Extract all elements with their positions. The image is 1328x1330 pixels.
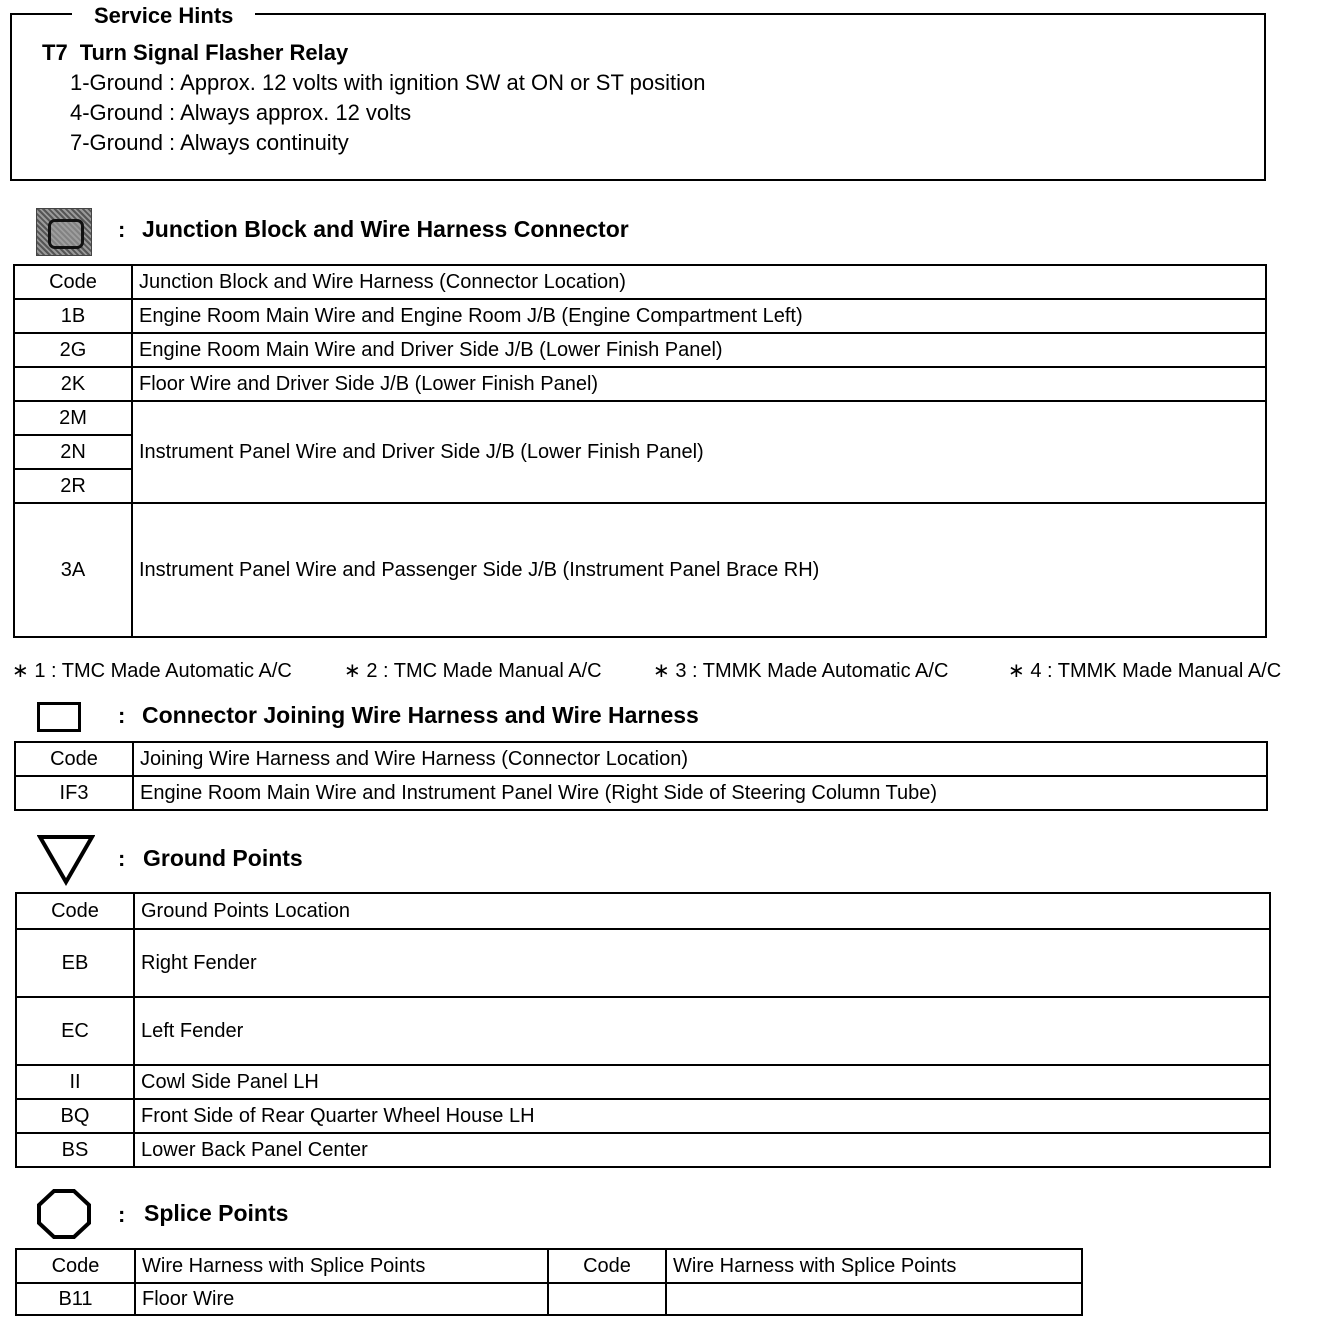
row-desc-grouped: Instrument Panel Wire and Driver Side J/B (Lower Finish Panel) — [132, 401, 1266, 503]
header-desc: Ground Points Location — [134, 893, 1270, 929]
service-hints-title: Service Hints — [72, 3, 255, 29]
row-code: B11 — [16, 1283, 135, 1315]
row-code: EC — [16, 997, 134, 1065]
table-row — [16, 1283, 1082, 1315]
table-row — [14, 333, 1266, 367]
splice-octagon-icon — [36, 1188, 92, 1240]
row-code: EB — [16, 929, 134, 997]
ground-triangle-icon — [37, 834, 95, 886]
row-desc: Left Fender — [134, 997, 1270, 1065]
note-2: ∗ 2 : TMC Made Manual A/C — [344, 660, 602, 682]
table-row — [14, 401, 1266, 435]
header-code: Code — [16, 1249, 135, 1283]
relay-name: Turn Signal Flasher Relay — [79, 40, 349, 65]
row-desc: Floor Wire and Driver Side J/B (Lower Finish Panel) — [132, 367, 1266, 401]
section-colon: : — [118, 846, 126, 871]
header-desc: Joining Wire Harness and Wire Harness (Connector Location) — [133, 742, 1267, 776]
connector-heading: Connector Joining Wire Harness and Wire Harness — [142, 702, 699, 728]
table-header-row — [15, 742, 1267, 776]
header-desc: Wire Harness with Splice Points — [666, 1249, 1082, 1283]
row-code: 2G — [14, 333, 132, 367]
connector-icon — [37, 702, 81, 732]
section-colon: : — [118, 1202, 126, 1227]
row-desc: Instrument Panel Wire and Passenger Side J/B (Instrument Panel Brace RH) — [132, 503, 1266, 637]
row-code: 2R — [14, 469, 132, 503]
junction-block-table — [13, 264, 1267, 638]
junction-block-icon — [36, 208, 92, 256]
header-desc: Wire Harness with Splice Points — [135, 1249, 548, 1283]
table-row — [16, 1065, 1270, 1099]
relay-code: T7 — [42, 40, 68, 65]
row-desc: Engine Room Main Wire and Instrument Panel Wire (Right Side of Steering Column Tube) — [133, 776, 1267, 810]
table-row — [16, 929, 1270, 997]
splice-table — [15, 1248, 1083, 1316]
table-row — [16, 997, 1270, 1065]
row-code: IF3 — [15, 776, 133, 810]
ground-heading: Ground Points — [143, 845, 303, 871]
junction-block-heading: Junction Block and Wire Harness Connector — [142, 216, 629, 242]
row-code: BS — [16, 1133, 134, 1167]
row-code: 3A — [14, 503, 132, 637]
table-header-row — [16, 893, 1270, 929]
table-row — [14, 503, 1266, 637]
row-desc: Front Side of Rear Quarter Wheel House LH — [134, 1099, 1270, 1133]
row-code: 2K — [14, 367, 132, 401]
connector-table — [14, 741, 1268, 811]
row-code: 1B — [14, 299, 132, 333]
row-code: II — [16, 1065, 134, 1099]
table-row — [16, 1099, 1270, 1133]
note-3: ∗ 3 : TMMK Made Automatic A/C — [653, 660, 949, 682]
header-code: Code — [16, 893, 134, 929]
row-desc: Floor Wire — [135, 1283, 548, 1315]
row-desc: Cowl Side Panel LH — [134, 1065, 1270, 1099]
ground-table — [15, 892, 1271, 1168]
splice-heading: Splice Points — [144, 1200, 289, 1226]
section-colon: : — [118, 217, 126, 242]
header-code: Code — [14, 265, 132, 299]
header-code: Code — [15, 742, 133, 776]
table-row — [14, 299, 1266, 333]
row-desc: Engine Room Main Wire and Driver Side J/B (Lower Finish Panel) — [132, 333, 1266, 367]
note-1: ∗ 1 : TMC Made Automatic A/C — [12, 660, 292, 682]
row-desc: Engine Room Main Wire and Engine Room J/B (Engine Compartment Left) — [132, 299, 1266, 333]
row-code: BQ — [16, 1099, 134, 1133]
table-row — [15, 776, 1267, 810]
section-colon: : — [118, 703, 126, 728]
empty-cell — [548, 1283, 666, 1315]
relay-title — [42, 40, 348, 66]
row-desc: Lower Back Panel Center — [134, 1133, 1270, 1167]
row-desc: Right Fender — [134, 929, 1270, 997]
empty-cell — [666, 1283, 1082, 1315]
table-header-row — [14, 265, 1266, 299]
note-4: ∗ 4 : TMMK Made Manual A/C — [1008, 660, 1282, 682]
hint-line: 7-Ground : Always continuity — [70, 130, 349, 155]
table-row — [14, 367, 1266, 401]
hint-line: 4-Ground : Always approx. 12 volts — [70, 100, 412, 125]
hint-line: 1-Ground : Approx. 12 volts with ignition SW at ON or ST position — [70, 70, 706, 95]
header-code: Code — [548, 1249, 666, 1283]
row-code: 2M — [14, 401, 132, 435]
header-desc: Junction Block and Wire Harness (Connector Location) — [132, 265, 1266, 299]
row-code: 2N — [14, 435, 132, 469]
table-header-row — [16, 1249, 1082, 1283]
table-row — [16, 1133, 1270, 1167]
